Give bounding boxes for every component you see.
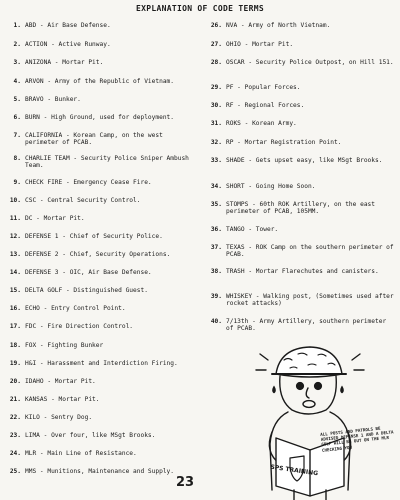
item-number: 24.: [9, 450, 21, 457]
item-text: ANIZONA - Mortar Pit.: [25, 59, 104, 66]
item-text: FOX - Fighting Bunker: [25, 342, 104, 349]
item-text: CALIFORNIA - Korean Camp, on the west perimeter of PCAB.: [25, 132, 163, 147]
item-number: 19.: [9, 360, 21, 367]
item-number: 5.: [13, 96, 21, 103]
item-text: DEFENSE 2 - Chief, Security Operations.: [25, 251, 171, 258]
item-text: CHARLIE TEAM - Security Police Sniper Ambush Team.: [25, 155, 189, 170]
item-number: 32.: [210, 139, 222, 146]
item-text: TANGO - Tower.: [226, 226, 279, 233]
item-text: PF - Popular Forces.: [226, 84, 301, 91]
item-number: 28.: [210, 59, 222, 66]
item-number: 39.: [210, 293, 222, 300]
item-number: 20.: [9, 378, 21, 385]
page-title: EXPLANATION OF CODE TERMS: [136, 4, 264, 13]
item-text: SHADE - Gets upset easy, like MSgt Brooks.: [226, 157, 383, 164]
item-text: SHORT - Going Home Soon.: [226, 183, 316, 190]
item-number: 29.: [210, 84, 222, 91]
item-number: 38.: [210, 268, 222, 275]
item-number: 26.: [210, 22, 222, 29]
item-text: DC - Mortar Pit.: [25, 215, 85, 222]
item-number: 17.: [9, 323, 21, 330]
item-number: 1.: [13, 22, 21, 29]
item-text: WHISKEY - Walking post, (Sometimes used after rocket attacks): [226, 293, 394, 308]
item-text: NVA - Army of North Vietnam.: [226, 22, 331, 29]
item-text: FDC - Fire Direction Control.: [25, 323, 134, 330]
item-number: 10.: [9, 197, 21, 204]
item-number: 33.: [210, 157, 222, 164]
item-text: DEFENSE 3 - OIC, Air Base Defense.: [25, 269, 152, 276]
item-text: ARVON - Army of the Republic of Vietnam.: [25, 78, 175, 85]
item-text: TRASH - Mortar Flarechutes and canisters.: [226, 268, 379, 275]
item-text: OHIO - Mortar Pit.: [226, 41, 294, 48]
item-number: 3.: [13, 59, 21, 66]
page-number: 23: [176, 475, 195, 490]
item-text: H&I - Harassment and Interdiction Firing.: [25, 360, 178, 367]
item-text: CHECK FIRE - Emergency Cease Fire.: [25, 179, 152, 186]
item-number: 18.: [9, 342, 21, 349]
item-text: LIMA - Over four, like MSgt Brooks.: [25, 432, 156, 439]
item-text: MLR - Main Line of Resistance.: [25, 450, 137, 457]
item-number: 16.: [9, 305, 21, 312]
item-number: 31.: [210, 120, 222, 127]
item-number: 21.: [9, 396, 21, 403]
item-number: 4.: [13, 78, 21, 85]
item-number: 37.: [210, 244, 222, 251]
item-number: 30.: [210, 102, 222, 109]
item-number: 35.: [210, 201, 222, 208]
cartoon-caption: ALL POSTS AND PATROLS BE ADVISED DEFENSE 1 AND A DELTA GOLF WILL BE OUT ON THE MLR CHECKING YOU: [320, 425, 394, 453]
item-text: 7/13th - Army Artillery, southern perimeter of PCAB.: [226, 318, 387, 333]
item-number: 23.: [9, 432, 21, 439]
item-text: ROKS - Korean Army.: [226, 120, 297, 127]
item-text: IDAHO - Mortar Pit.: [25, 378, 96, 385]
item-text: DEFENSE 1 - Chief of Security Police.: [25, 233, 163, 240]
item-text: CSC - Central Security Control.: [25, 197, 141, 204]
item-number: 15.: [9, 287, 21, 294]
item-text: KANSAS - Mortar Pit.: [25, 396, 100, 403]
item-number: 12.: [9, 233, 21, 240]
item-text: RF - Regional Forces.: [226, 102, 305, 109]
item-number: 14.: [9, 269, 21, 276]
item-text: MMS - Munitions, Maintenance and Supply.: [25, 468, 175, 475]
book-label: SPS TRAINING: [269, 463, 319, 478]
item-number: 34.: [210, 183, 222, 190]
item-number: 9.: [13, 179, 21, 186]
item-number: 7.: [13, 132, 21, 139]
security-police-cartoon: [228, 340, 400, 500]
item-text: OSCAR - Security Police Outpost, on Hill 151.: [226, 59, 394, 66]
item-text: RP - Mortar Registration Point.: [226, 139, 342, 146]
item-number: 40.: [210, 318, 222, 325]
item-number: 25.: [9, 468, 21, 475]
item-text: KILO - Sentry Dog.: [25, 414, 93, 421]
item-text: DELTA GOLF - Distinguished Guest.: [25, 287, 148, 294]
item-number: 11.: [9, 215, 21, 222]
item-number: 6.: [13, 114, 21, 121]
item-number: 8.: [13, 155, 21, 162]
item-text: STOMPS - 60th ROK Artillery, on the east perimeter of PCAB, 105MM.: [226, 201, 376, 216]
item-number: 36.: [210, 226, 222, 233]
item-text: ACTION - Active Runway.: [25, 41, 111, 48]
item-number: 27.: [210, 41, 222, 48]
item-text: BURN - High Ground, used for deployment.: [25, 114, 175, 121]
item-number: 22.: [9, 414, 21, 421]
item-number: 13.: [9, 251, 21, 258]
item-text: TEXAS - ROK Camp on the southern perimeter of PCAB.: [226, 244, 394, 259]
item-text: ABD - Air Base Defense.: [25, 22, 111, 29]
item-text: ECHO - Entry Control Point.: [25, 305, 126, 312]
item-number: 2.: [13, 41, 21, 48]
item-text: BRAVO - Bunker.: [25, 96, 81, 103]
